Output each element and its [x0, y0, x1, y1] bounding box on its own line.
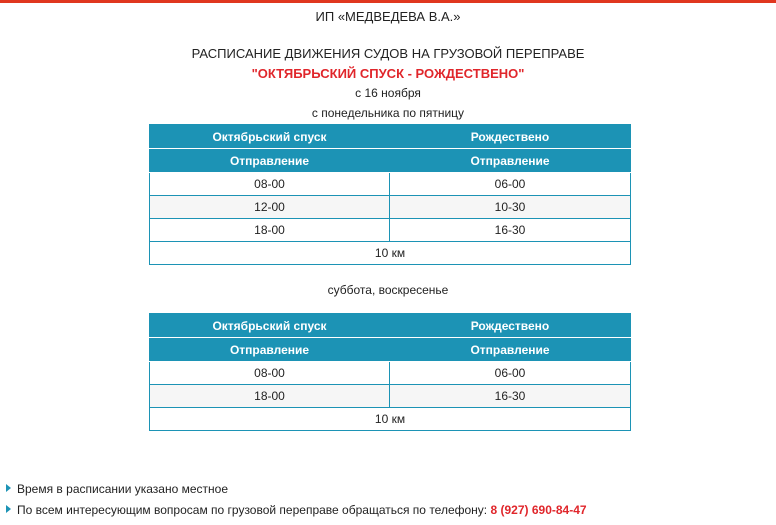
departure-time-cell: 18-00	[150, 385, 390, 408]
column-header-oktyabrsky: Октябрьский спуск	[150, 125, 390, 149]
distance-row	[150, 408, 631, 431]
note-contact	[6, 503, 587, 517]
column-header-rozhdestveno: Рождествено	[390, 125, 631, 149]
table-row	[150, 362, 631, 385]
bullet-arrow-icon	[6, 484, 11, 492]
table-header-row	[150, 125, 631, 149]
route-title: "ОКТЯБРЬСКИЙ СПУСК - РОЖДЕСТВЕНО"	[251, 66, 525, 81]
table-row	[150, 385, 631, 408]
subheader-departure: Отправление	[150, 149, 390, 173]
company-name: ИП «МЕДВЕДЕВА В.А.»	[315, 9, 461, 24]
departure-time-cell: 06-00	[390, 173, 631, 196]
distance-cell: 10 км	[150, 242, 631, 265]
weekday-schedule-table	[149, 124, 631, 265]
subheader-departure: Отправление	[390, 338, 631, 362]
departure-time-cell: 16-30	[390, 219, 631, 242]
table-header-row	[150, 314, 631, 338]
departure-time-cell: 12-00	[150, 196, 390, 219]
weekend-label: суббота, воскресенье	[327, 283, 449, 297]
departure-time-cell: 08-00	[150, 173, 390, 196]
table-row	[150, 219, 631, 242]
table-subheader-row	[150, 338, 631, 362]
schedule-title: РАСПИСАНИЕ ДВИЖЕНИЯ СУДОВ НА ГРУЗОВОЙ ПЕРЕПРАВЕ	[191, 46, 585, 61]
departure-time-cell: 16-30	[390, 385, 631, 408]
note-text: Время в расписании указано местное	[17, 482, 228, 496]
bullet-arrow-icon	[6, 505, 11, 513]
table-row	[150, 173, 631, 196]
subheader-departure: Отправление	[150, 338, 390, 362]
note-text: По всем интересующим вопросам по грузовой переправе обращаться по телефону:	[17, 503, 488, 517]
table-row	[150, 196, 631, 219]
distance-cell: 10 км	[150, 408, 631, 431]
top-accent-bar	[0, 0, 776, 3]
note-local-time	[6, 482, 228, 496]
table-subheader-row	[150, 149, 631, 173]
phone-number[interactable]: 8 (927) 690-84-47	[490, 503, 587, 517]
departure-time-cell: 10-30	[390, 196, 631, 219]
departure-time-cell: 08-00	[150, 362, 390, 385]
subheader-departure: Отправление	[390, 149, 631, 173]
effective-date: с 16 ноября	[355, 86, 421, 100]
weekday-label: с понедельника по пятницу	[311, 106, 465, 120]
weekend-schedule-table	[149, 313, 631, 431]
column-header-rozhdestveno: Рождествено	[390, 314, 631, 338]
departure-time-cell: 06-00	[390, 362, 631, 385]
column-header-oktyabrsky: Октябрьский спуск	[150, 314, 390, 338]
distance-row	[150, 242, 631, 265]
departure-time-cell: 18-00	[150, 219, 390, 242]
